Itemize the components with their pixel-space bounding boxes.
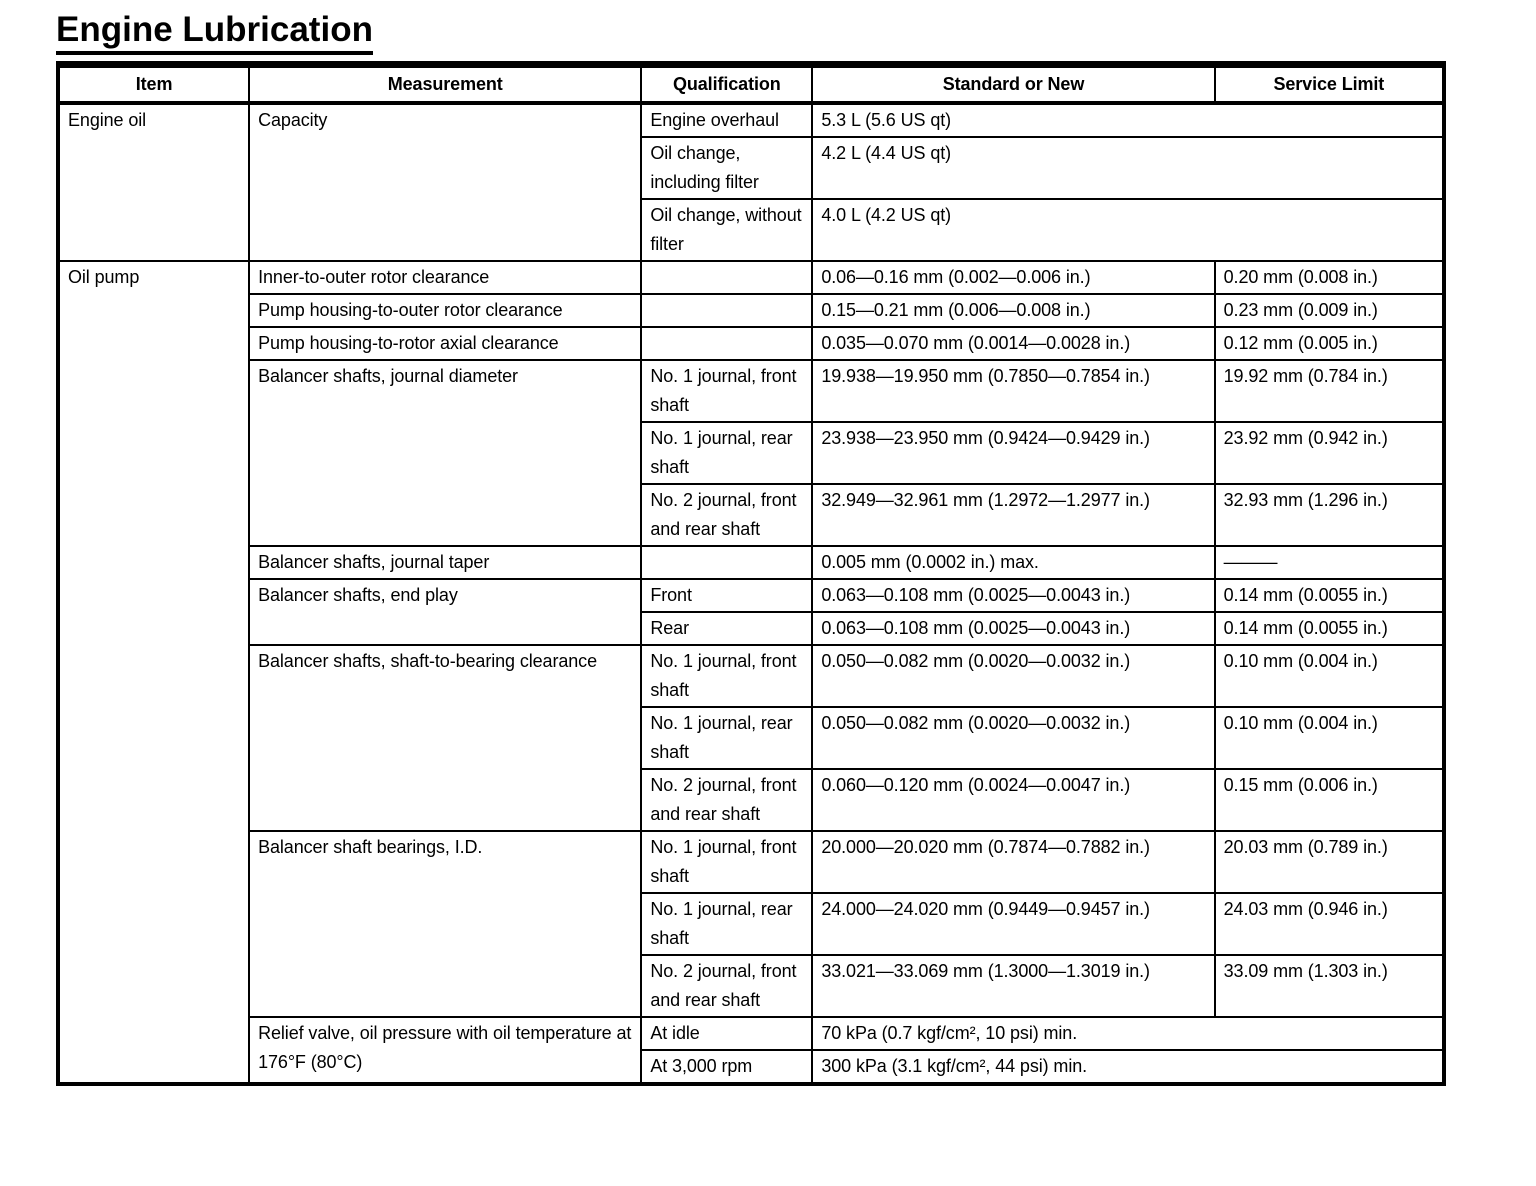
spec-cell-standard: 19.938—19.950 mm (0.7850—0.7854 in.)	[812, 360, 1214, 422]
spec-cell-measurement: Pump housing-to-outer rotor clearance	[249, 294, 641, 327]
spec-cell-measurement: Balancer shafts, journal diameter	[249, 360, 641, 546]
spec-cell-service-limit: 0.20 mm (0.008 in.)	[1215, 261, 1444, 294]
spec-cell-standard: 0.15—0.21 mm (0.006—0.008 in.)	[812, 294, 1214, 327]
table-row	[58, 327, 1444, 360]
spec-cell-standard: 0.050—0.082 mm (0.0020—0.0032 in.)	[812, 645, 1214, 707]
spec-cell-service-limit: 0.14 mm (0.0055 in.)	[1215, 579, 1444, 612]
spec-cell-standard: 4.0 L (4.2 US qt)	[812, 199, 1444, 261]
spec-cell-qualification: Engine overhaul	[641, 103, 812, 137]
spec-cell-service-limit: 0.15 mm (0.006 in.)	[1215, 769, 1444, 831]
table-row	[58, 294, 1444, 327]
spec-cell-measurement: Pump housing-to-rotor axial clearance	[249, 327, 641, 360]
spec-cell-standard: 4.2 L (4.4 US qt)	[812, 137, 1444, 199]
spec-cell-qualification: No. 2 journal, front and rear shaft	[641, 484, 812, 546]
spec-cell-measurement: Relief valve, oil pressure with oil temperature at 176°F (80°C)	[249, 1017, 641, 1084]
spec-cell-qualification: No. 2 journal, front and rear shaft	[641, 769, 812, 831]
spec-cell-service-limit: 0.12 mm (0.005 in.)	[1215, 327, 1444, 360]
spec-cell-qualification: No. 1 journal, rear shaft	[641, 893, 812, 955]
spec-cell-standard: 32.949—32.961 mm (1.2972—1.2977 in.)	[812, 484, 1214, 546]
spec-cell-standard: 24.000—24.020 mm (0.9449—0.9457 in.)	[812, 893, 1214, 955]
spec-cell-qualification: Rear	[641, 612, 812, 645]
spec-cell-qualification: Oil change, including filter	[641, 137, 812, 199]
spec-cell-standard: 23.938—23.950 mm (0.9424—0.9429 in.)	[812, 422, 1214, 484]
table-header-row	[58, 65, 1444, 104]
spec-cell-service-limit: 23.92 mm (0.942 in.)	[1215, 422, 1444, 484]
spec-cell-qualification: No. 1 journal, front shaft	[641, 360, 812, 422]
spec-cell-service-limit: 0.23 mm (0.009 in.)	[1215, 294, 1444, 327]
spec-cell-measurement: Balancer shafts, shaft-to-bearing clearance	[249, 645, 641, 831]
spec-cell-item: Engine oil	[58, 103, 249, 261]
spec-cell-standard: 0.035—0.070 mm (0.0014—0.0028 in.)	[812, 327, 1214, 360]
spec-cell-service-limit: 33.09 mm (1.303 in.)	[1215, 955, 1444, 1017]
table-row	[58, 103, 1444, 137]
spec-cell-measurement: Balancer shafts, journal taper	[249, 546, 641, 579]
spec-cell-standard: 5.3 L (5.6 US qt)	[812, 103, 1444, 137]
spec-cell-standard: 300 kPa (3.1 kgf/cm², 44 psi) min.	[812, 1050, 1444, 1084]
spec-cell-standard: 33.021—33.069 mm (1.3000—1.3019 in.)	[812, 955, 1214, 1017]
spec-table	[56, 61, 1446, 1086]
spec-cell-standard: 0.005 mm (0.0002 in.) max.	[812, 546, 1214, 579]
table-row	[58, 831, 1444, 893]
spec-cell-qualification	[641, 546, 812, 579]
spec-cell-standard: 0.063—0.108 mm (0.0025—0.0043 in.)	[812, 612, 1214, 645]
spec-cell-service-limit: 0.14 mm (0.0055 in.)	[1215, 612, 1444, 645]
spec-cell-standard: 70 kPa (0.7 kgf/cm², 10 psi) min.	[812, 1017, 1444, 1050]
spec-cell-service-limit: 19.92 mm (0.784 in.)	[1215, 360, 1444, 422]
spec-cell-standard: 0.063—0.108 mm (0.0025—0.0043 in.)	[812, 579, 1214, 612]
spec-cell-qualification: At 3,000 rpm	[641, 1050, 812, 1084]
spec-cell-standard: 0.06—0.16 mm (0.002—0.006 in.)	[812, 261, 1214, 294]
col-header-qualification: Qualification	[641, 65, 812, 104]
spec-cell-standard: 0.050—0.082 mm (0.0020—0.0032 in.)	[812, 707, 1214, 769]
spec-cell-service-limit: 20.03 mm (0.789 in.)	[1215, 831, 1444, 893]
spec-cell-item: Oil pump	[58, 261, 249, 1084]
spec-cell-service-limit: 32.93 mm (1.296 in.)	[1215, 484, 1444, 546]
spec-cell-measurement: Inner-to-outer rotor clearance	[249, 261, 641, 294]
spec-cell-service-limit: ———	[1215, 546, 1444, 579]
spec-cell-standard: 0.060—0.120 mm (0.0024—0.0047 in.)	[812, 769, 1214, 831]
table-row	[58, 360, 1444, 422]
spec-cell-measurement: Balancer shafts, end play	[249, 579, 641, 645]
spec-cell-service-limit: 0.10 mm (0.004 in.)	[1215, 707, 1444, 769]
spec-cell-qualification: Oil change, without filter	[641, 199, 812, 261]
spec-cell-service-limit: 0.10 mm (0.004 in.)	[1215, 645, 1444, 707]
page-title: Engine Lubrication	[56, 10, 373, 55]
col-header-service-limit: Service Limit	[1215, 65, 1444, 104]
spec-cell-qualification: No. 1 journal, rear shaft	[641, 422, 812, 484]
spec-cell-standard: 20.000—20.020 mm (0.7874—0.7882 in.)	[812, 831, 1214, 893]
table-row	[58, 261, 1444, 294]
spec-cell-qualification	[641, 261, 812, 294]
spec-cell-measurement: Capacity	[249, 103, 641, 261]
table-row	[58, 1017, 1444, 1050]
spec-cell-service-limit: 24.03 mm (0.946 in.)	[1215, 893, 1444, 955]
table-row	[58, 645, 1444, 707]
col-header-item: Item	[58, 65, 249, 104]
col-header-standard: Standard or New	[812, 65, 1214, 104]
table-row	[58, 546, 1444, 579]
spec-cell-qualification	[641, 327, 812, 360]
spec-cell-measurement: Balancer shaft bearings, I.D.	[249, 831, 641, 1017]
spec-cell-qualification	[641, 294, 812, 327]
spec-cell-qualification: At idle	[641, 1017, 812, 1050]
col-header-measurement: Measurement	[249, 65, 641, 104]
spec-cell-qualification: Front	[641, 579, 812, 612]
spec-cell-qualification: No. 2 journal, front and rear shaft	[641, 955, 812, 1017]
table-row	[58, 579, 1444, 612]
spec-cell-qualification: No. 1 journal, rear shaft	[641, 707, 812, 769]
spec-cell-qualification: No. 1 journal, front shaft	[641, 831, 812, 893]
spec-cell-qualification: No. 1 journal, front shaft	[641, 645, 812, 707]
